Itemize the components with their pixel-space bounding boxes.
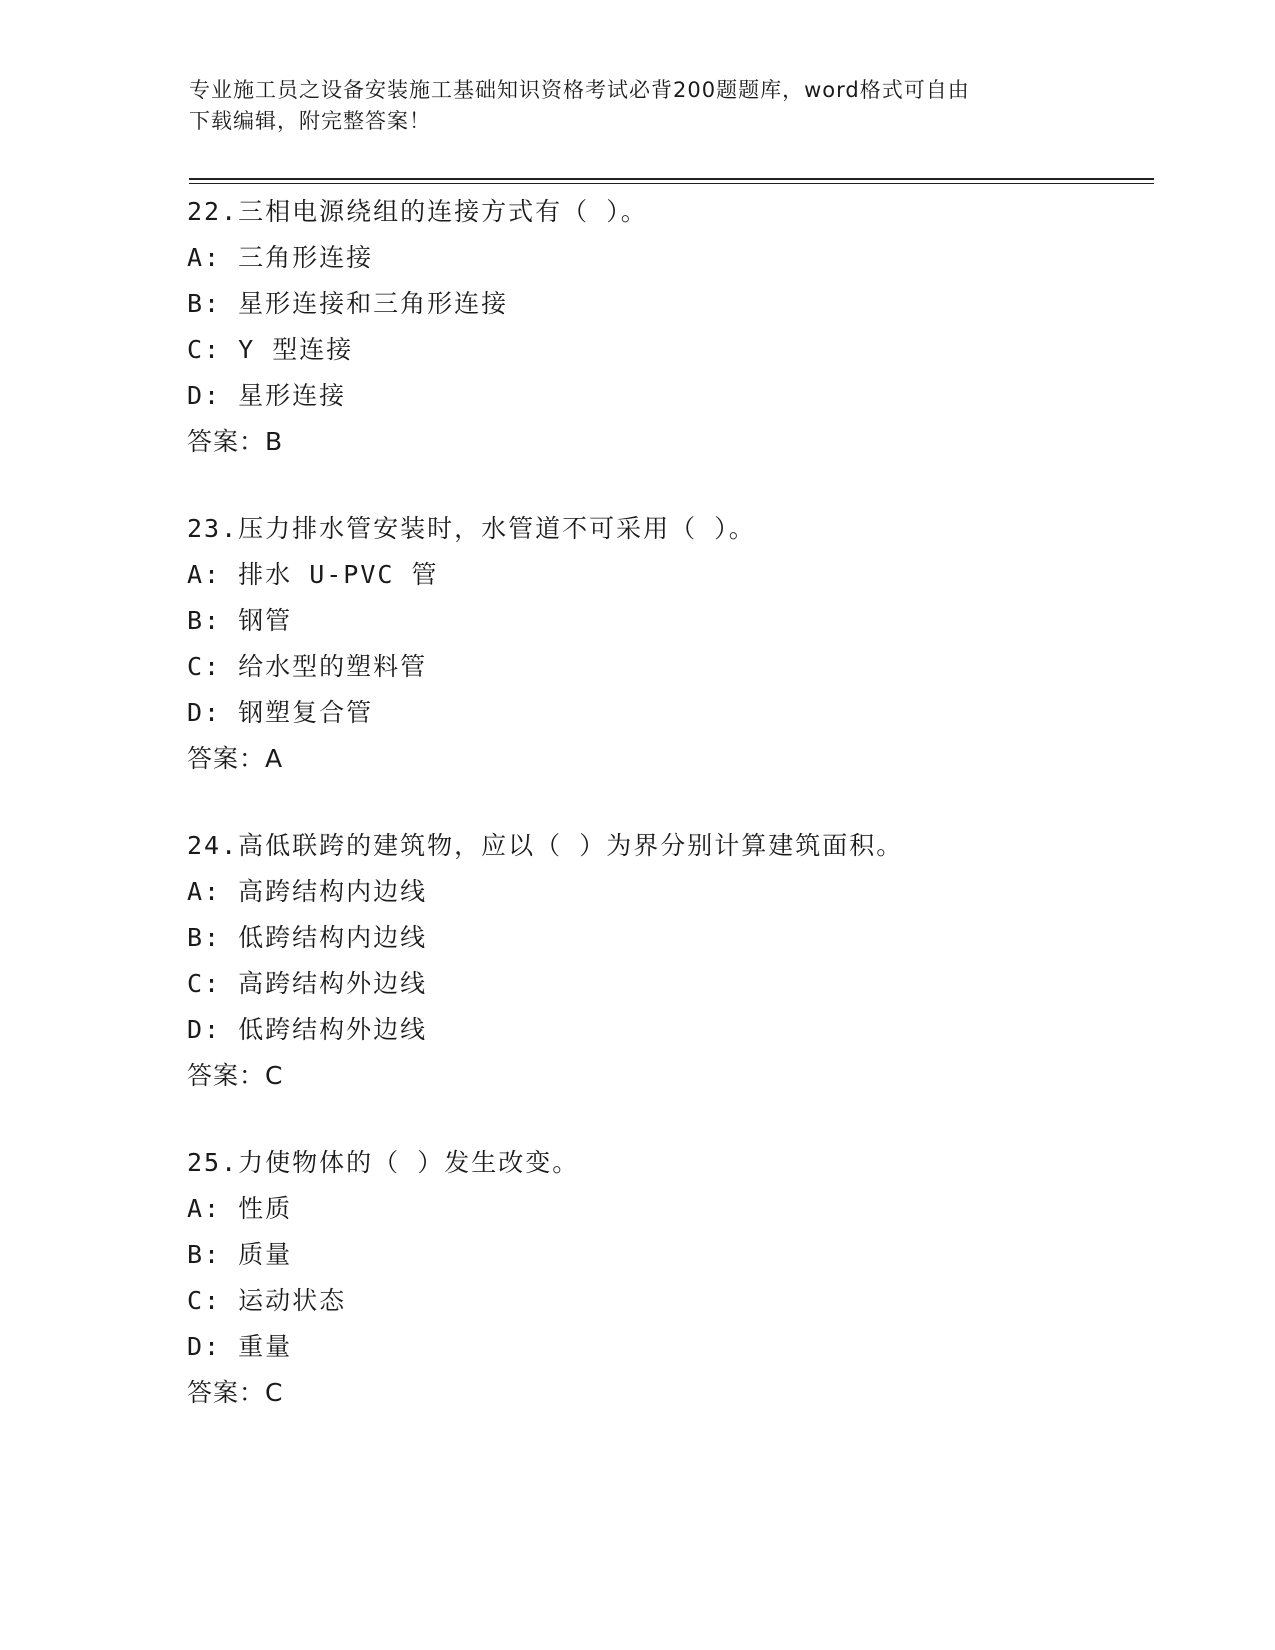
- question-23: [187, 506, 1157, 782]
- option-d: D: 钢塑复合管: [187, 698, 374, 727]
- answer-line: 答案：B: [187, 427, 284, 456]
- header-line-1: 专业施工员之设备安装施工基础知识资格考试必背200题题库，word格式可自由: [189, 78, 970, 102]
- option-d: D: 低跨结构外边线: [187, 1015, 428, 1044]
- answer-line: 答案：C: [187, 1378, 284, 1407]
- header-divider-thin: [189, 183, 1154, 184]
- option-b: B: 星形连接和三角形连接: [187, 289, 509, 318]
- option-a: A: 高跨结构内边线: [187, 877, 428, 906]
- question-stem: 22.三相电源绕组的连接方式有（ ）。: [187, 197, 648, 226]
- answer-line: 答案：A: [187, 744, 284, 773]
- option-a: A: 排水 U-PVC 管: [187, 560, 439, 589]
- answer-line: 答案：C: [187, 1061, 284, 1090]
- question-stem: 25.力使物体的（ ）发生改变。: [187, 1148, 580, 1177]
- question-22: [187, 189, 1157, 465]
- header-line-2: 下载编辑，附完整答案！: [189, 109, 431, 133]
- question-25: [187, 1140, 1157, 1416]
- option-a: A: 三角形连接: [187, 243, 374, 272]
- option-c: C: 高跨结构外边线: [187, 969, 428, 998]
- option-c: C: 运动状态: [187, 1286, 347, 1315]
- document-header: [189, 75, 1069, 137]
- option-d: D: 重量: [187, 1332, 293, 1361]
- option-d: D: 星形连接: [187, 381, 347, 410]
- option-a: A: 性质: [187, 1194, 293, 1223]
- option-c: C: 给水型的塑料管: [187, 652, 428, 681]
- question-stem: 24.高低联跨的建筑物，应以（ ）为界分别计算建筑面积。: [187, 831, 904, 860]
- question-24: [187, 823, 1157, 1099]
- question-list: [187, 189, 1157, 1457]
- option-c: C: Y 型连接: [187, 335, 354, 364]
- question-stem: 23.压力排水管安装时，水管道不可采用（ ）。: [187, 514, 756, 543]
- option-b: B: 质量: [187, 1240, 293, 1269]
- option-b: B: 低跨结构内边线: [187, 923, 428, 952]
- option-b: B: 钢管: [187, 606, 293, 635]
- header-divider-thick: [189, 178, 1154, 180]
